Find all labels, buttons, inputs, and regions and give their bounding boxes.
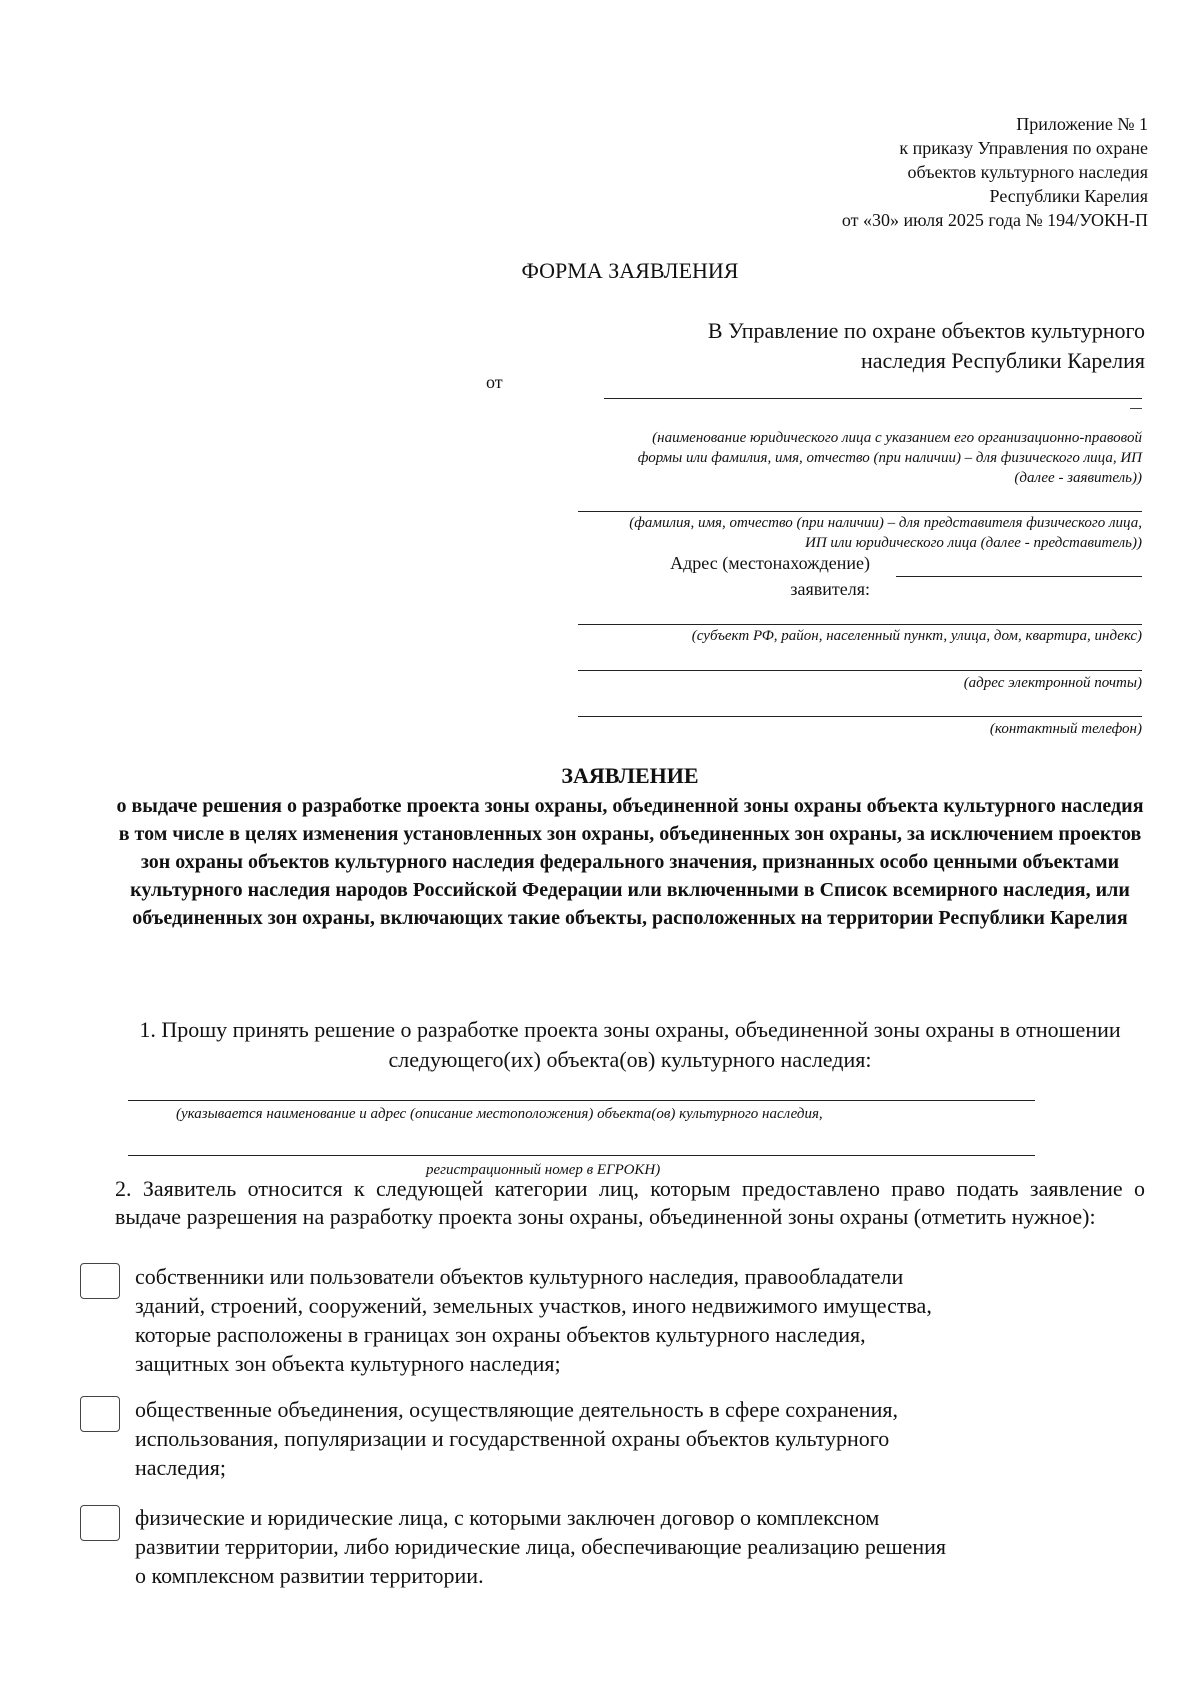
address-field-short[interactable] <box>896 576 1142 577</box>
option-line: защитных зон объекта культурного наследия; <box>135 1351 561 1376</box>
phone-field[interactable] <box>578 716 1142 717</box>
address-hint: (субъект РФ, район, населенный пункт, улица, дом, квартира, индекс) <box>691 628 1142 644</box>
option-line: физические и юридические лица, с которыми заключен договор о комплексном <box>135 1505 880 1530</box>
hint-line: (фамилия, имя, отчество (при наличии) – для представителя физического лица, <box>629 515 1142 531</box>
option-line: использования, популяризации и государственной охраны объектов культурного <box>135 1426 890 1451</box>
statement-title: ЗАЯВЛЕНИЕ <box>561 763 699 788</box>
address-label <box>670 550 870 602</box>
appendix-line: к приказу Управления по охране <box>899 138 1148 158</box>
from-label: от <box>486 372 503 392</box>
email-hint: (адрес электронной почты) <box>963 675 1142 691</box>
option-line: развитии территории, либо юридические лица, обеспечивающие реализацию решения <box>135 1534 946 1559</box>
dash-mark <box>1130 408 1142 409</box>
address-field[interactable] <box>578 624 1142 625</box>
option-line: общественные объединения, осуществляющие деятельность в сфере сохранения, <box>135 1397 898 1422</box>
point-1-text: 1. Прошу принять решение о разработке проекта зоны охраны, объединенной зоны охраны в отношении следующего(их) объекта(ов) культурного наследия: <box>139 1017 1121 1072</box>
hint-line: формы или фамилия, имя, отчество (при наличии) – для физического лица, ИП <box>637 450 1142 466</box>
point-2-text: 2. Заявитель относится к следующей категории лиц, которым предоставлено право подать заявление о выдаче разрешения на разработку проекта зоны охраны, объединенной зоны охраны (отметить нужное): <box>115 1176 1145 1229</box>
statement-subtitle: о выдаче решения о разработке проекта зоны охраны, объединенной зоны охраны объекта культурного наследия в том числе в целях изменения установленных зон охраны, объединенных зон охраны, за исключением проектов зон охраны объектов культурного наследия федерального значения, признанных особо ценными объектами культурного наследия народов Российской Федерации или включенными в Список всемирного наследия, или объединенных зон охраны, включающих такие объекты, расположенных на территории Республики Карелия <box>116 795 1144 929</box>
recipient <box>445 316 1145 376</box>
object-field-1[interactable] <box>128 1100 1035 1101</box>
appendix-line: от «30» июля 2025 года № 194/УОКН-П <box>841 210 1148 230</box>
recipient-line: В Управление по охране объектов культурного <box>707 318 1145 343</box>
option-line: зданий, строений, сооружений, земельных участков, иного недвижимого имущества, <box>135 1293 932 1318</box>
hint-line: ИП или юридического лица (далее - представитель)) <box>804 535 1142 551</box>
address-label-line: Адрес (местонахождение) <box>670 553 870 573</box>
representative-field[interactable] <box>578 511 1142 512</box>
appendix-line: объектов культурного наследия <box>907 162 1148 182</box>
object-hint-2: регистрационный номер в ЕГРОКН) <box>426 1162 661 1178</box>
category-option-1 <box>135 1262 1065 1378</box>
category-checkbox-3[interactable] <box>80 1505 120 1541</box>
form-title: ФОРМА ЗАЯВЛЕНИЯ <box>521 258 739 283</box>
applicant-hint <box>638 428 1142 488</box>
option-line: собственники или пользователи объектов культурного наследия, правообладатели <box>135 1264 904 1289</box>
representative-hint <box>629 513 1142 553</box>
email-field[interactable] <box>578 670 1142 671</box>
category-option-3 <box>135 1503 1065 1590</box>
category-checkbox-2[interactable] <box>80 1396 120 1432</box>
appendix-header <box>528 112 1148 232</box>
recipient-line: наследия Республики Карелия <box>861 348 1145 373</box>
option-line: наследия; <box>135 1455 226 1480</box>
object-field-2[interactable] <box>128 1155 1035 1156</box>
option-line: которые расположены в границах зон охраны объектов культурного наследия, <box>135 1322 866 1347</box>
object-hint-1: (указывается наименование и адрес (описание местоположения) объекта(ов) культурного наследия, <box>176 1106 823 1122</box>
applicant-field[interactable] <box>604 398 1142 399</box>
hint-line: (далее - заявитель)) <box>1014 470 1142 486</box>
category-checkbox-1[interactable] <box>80 1263 120 1299</box>
address-label-line: заявителя: <box>790 579 870 599</box>
appendix-line: Республики Карелия <box>989 186 1148 206</box>
option-line: о комплексном развитии территории. <box>135 1563 484 1588</box>
phone-hint: (контактный телефон) <box>989 721 1142 737</box>
category-option-2 <box>135 1395 1065 1482</box>
hint-line: (наименование юридического лица с указанием его организационно-правовой <box>652 430 1142 446</box>
appendix-line: Приложение № 1 <box>1016 114 1148 134</box>
